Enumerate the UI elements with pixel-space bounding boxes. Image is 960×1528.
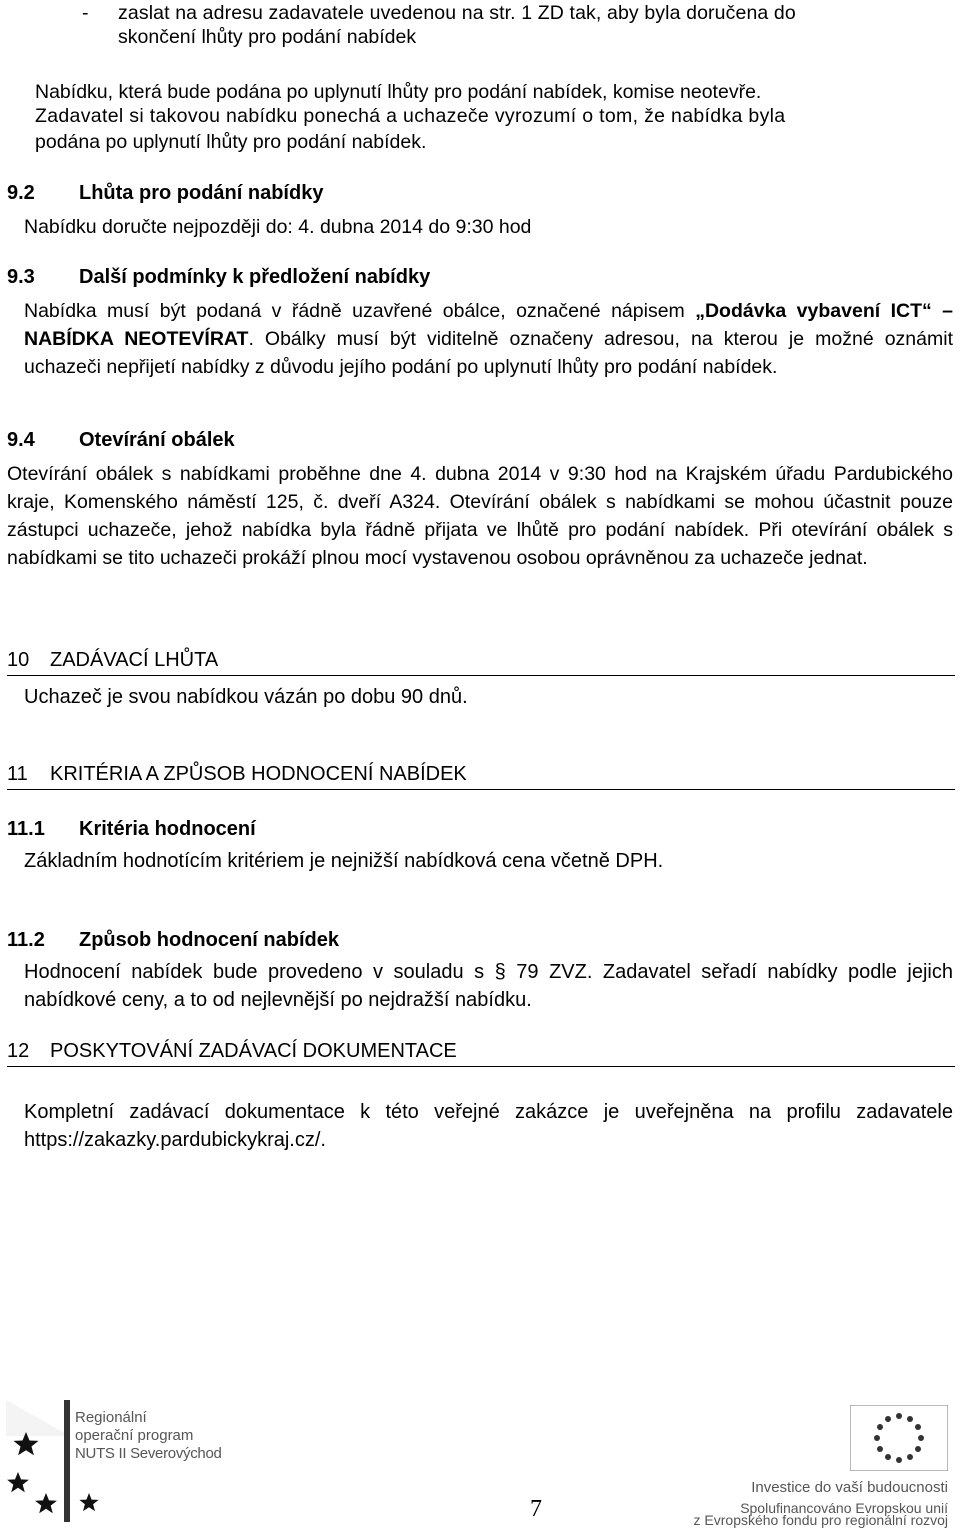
section-divider bbox=[7, 1066, 955, 1067]
rop-stars-icon bbox=[6, 1400, 70, 1522]
section-number: 11 bbox=[7, 763, 28, 785]
section-11-1-heading bbox=[7, 817, 256, 841]
section-10-text: Uchazeč je svou nabídkou vázán po dobu 90 dnů. bbox=[24, 686, 468, 708]
bullet-dash: - bbox=[82, 2, 89, 24]
section-title: POSKYTOVÁNÍ ZADÁVACÍ DOKUMENTACE bbox=[50, 1040, 457, 1062]
section-number: 9.2 bbox=[7, 182, 35, 204]
rop-logo bbox=[6, 1400, 70, 1522]
section-title: Způsob hodnocení nabídek bbox=[79, 929, 339, 951]
section-number: 11.2 bbox=[7, 929, 45, 951]
section-title: Další podmínky k předložení nabídky bbox=[79, 266, 431, 288]
late-offer-line1: Nabídku, která bude podána po uplynutí lhůty pro podání nabídek, komise neotevře. bbox=[35, 81, 762, 103]
eu-text-line3: z Evropského fondu pro regionální rozvoj bbox=[693, 1512, 948, 1528]
page-number: 7 bbox=[530, 1496, 542, 1522]
bullet-text-line2: skončení lhůty pro podání nabídek bbox=[118, 26, 417, 48]
rop-text-line3: NUTS II Severovýchod bbox=[75, 1445, 222, 1462]
section-12-heading bbox=[7, 1039, 457, 1063]
section-number: 9.4 bbox=[7, 429, 35, 451]
section-number: 11.1 bbox=[7, 818, 45, 840]
text-part-b: . Obálky musí být viditelně označeny adresou, na kterou je možné oznámit uchazeči nepřijetí nabídky z důvodu jejího podání po uplynutí lhůty pro podání nabídek. bbox=[24, 328, 953, 378]
bullet-text-line1: zaslat na adresu zadavatele uvedenou na str. 1 ZD tak, aby byla doručena do bbox=[118, 2, 796, 24]
rop-star-small-icon bbox=[78, 1492, 100, 1519]
section-11-1-text: Základním hodnotícím kritériem je nejnižší nabídková cena včetně DPH. bbox=[24, 850, 664, 872]
eu-flag-icon bbox=[850, 1405, 948, 1476]
section-9-4-heading bbox=[7, 428, 235, 452]
envelope-label: „Dodávka vybavení ICT“ – NABÍDKA NEOTEVÍRAT bbox=[24, 300, 953, 350]
rop-text-line1: Regionální bbox=[75, 1409, 147, 1426]
section-9-3-text bbox=[24, 297, 953, 381]
section-divider bbox=[7, 675, 955, 676]
section-12-text: Kompletní zadávací dokumentace k této veřejné zakázce je uveřejněna na profilu zadavatele https://zakazky.pardubickykraj.cz/. bbox=[24, 1101, 953, 1151]
section-title: Lhůta pro podání nabídky bbox=[79, 182, 324, 204]
section-11-2-heading bbox=[7, 928, 339, 952]
rop-text-line2: operační program bbox=[75, 1427, 194, 1444]
eu-text-line2: Spolufinancováno Evropskou unií bbox=[740, 1500, 948, 1516]
section-10-heading bbox=[7, 648, 218, 672]
section-number: 10 bbox=[7, 649, 30, 671]
section-9-2-text: Nabídku doručte nejpozději do: 4. dubna 2014 do 9:30 hod bbox=[24, 216, 532, 238]
section-11-heading bbox=[7, 762, 467, 786]
section-title: ZADÁVACÍ LHŮTA bbox=[50, 649, 219, 671]
section-title: Otevírání obálek bbox=[79, 429, 235, 451]
section-9-3-heading bbox=[7, 265, 430, 289]
late-offer-line3: podána po uplynutí lhůty pro podání nabídek. bbox=[35, 131, 427, 153]
text-part-a: Nabídka musí být podaná v řádně uzavřené obálce, označené nápisem bbox=[24, 300, 696, 322]
section-divider bbox=[7, 789, 955, 790]
eu-text-line1: Investice do vaší budoucnosti bbox=[751, 1479, 948, 1496]
section-11-2-text: Hodnocení nabídek bude provedeno v souladu s § 79 ZVZ. Zadavatel seřadí nabídky podle jejich nabídkové ceny, a to od nejlevnější po nejdražší nabídku. bbox=[24, 961, 953, 1011]
late-offer-line2: Zadavatel si takovou nabídku ponechá a uchazeče vyrozumí o tom, že nabídka byla bbox=[35, 105, 786, 127]
section-9-2-heading bbox=[7, 181, 323, 205]
section-number: 9.3 bbox=[7, 266, 35, 288]
section-title: Kritéria hodnocení bbox=[79, 818, 256, 840]
section-9-4-text: Otevírání obálek s nabídkami proběhne dne 4. dubna 2014 v 9:30 hod na Krajském úřadu Pardubického kraje, Komenského náměstí 125, č. dveří A324. Otevírání obálek s nabídkami se mohou účastnit pouze zástupci uchazeče, jehož nabídka byla řádně přijata ve lhůtě pro podání nabídek. Při otevírání obálek s nabídkami se tito uchazeči prokáží plnou mocí vystavenou osobou oprávněnou za uchazeče jednat. bbox=[7, 463, 953, 569]
section-title: KRITÉRIA A ZPŮSOB HODNOCENÍ NABÍDEK bbox=[50, 763, 467, 785]
section-number: 12 bbox=[7, 1040, 30, 1062]
